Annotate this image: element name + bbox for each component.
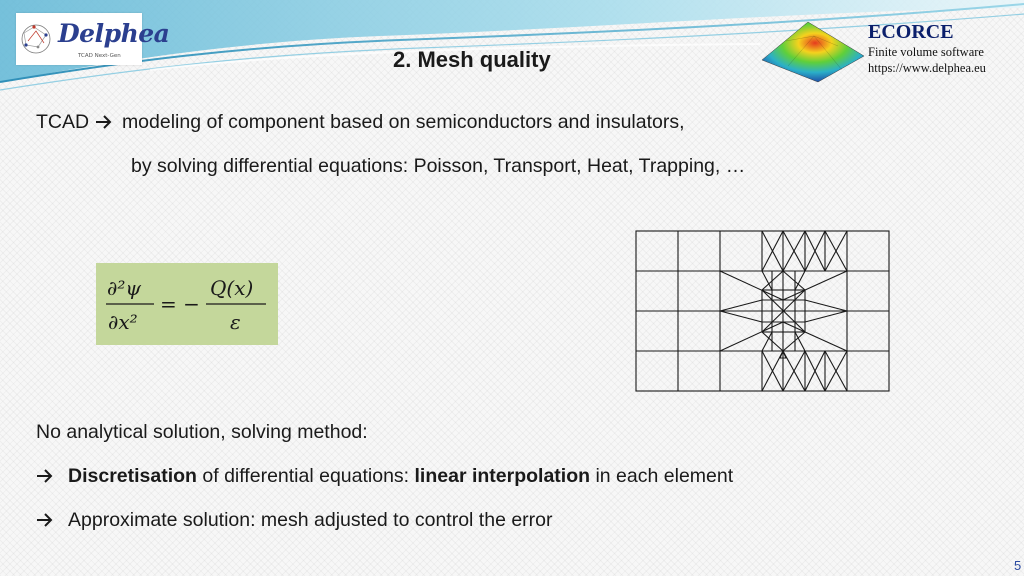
method-label: No analytical solution, solving method: [36,421,368,443]
interpolation-term: linear interpolation [414,465,591,487]
ecorce-surface-plot-icon [758,16,868,86]
discretisation-bullet [36,465,733,488]
intro-line-1 [36,111,685,134]
arrow-right-icon [36,509,58,532]
intro-line-2: by solving differential equations: Poisson, Transport, Heat, Trapping, … [131,155,746,177]
brand-subtitle: Finite volume software [868,45,984,59]
brand-block [868,20,1018,76]
interpolation-text: in each element [590,465,734,487]
logo-tagline: TCAD Next-Gen [78,53,121,59]
intro-line-1-text: modeling of component based on semiconductors and insulators, [121,111,685,133]
mesh-diagram [635,230,891,394]
equation-lhs-numerator: ∂²ψ [107,276,142,300]
approximate-text: Approximate solution: mesh adjusted to control the error [68,509,553,531]
arrow-right-icon [95,111,117,134]
equation-rhs-numerator: Q(x) [210,276,254,300]
logo-wordmark: Delphea [58,19,170,48]
slide-title: 2. Mesh quality [393,47,551,72]
discretisation-text: of differential equations: [196,465,415,487]
arrow-right-icon [36,465,58,488]
equation-lhs-denominator: ∂x² [108,310,138,334]
page-number: 5 [1014,558,1022,573]
approximate-bullet [36,509,553,532]
poisson-equation-box [96,263,278,345]
tcad-label: TCAD [36,111,90,133]
brand-url[interactable]: https://www.delphea.eu [868,61,986,75]
delphea-logo [16,13,170,65]
brand-name: ECORCE [868,21,954,43]
equation-equals: = − [160,292,200,316]
discretisation-term: Discretisation [68,465,197,487]
equation-rhs-denominator: ε [230,310,241,334]
